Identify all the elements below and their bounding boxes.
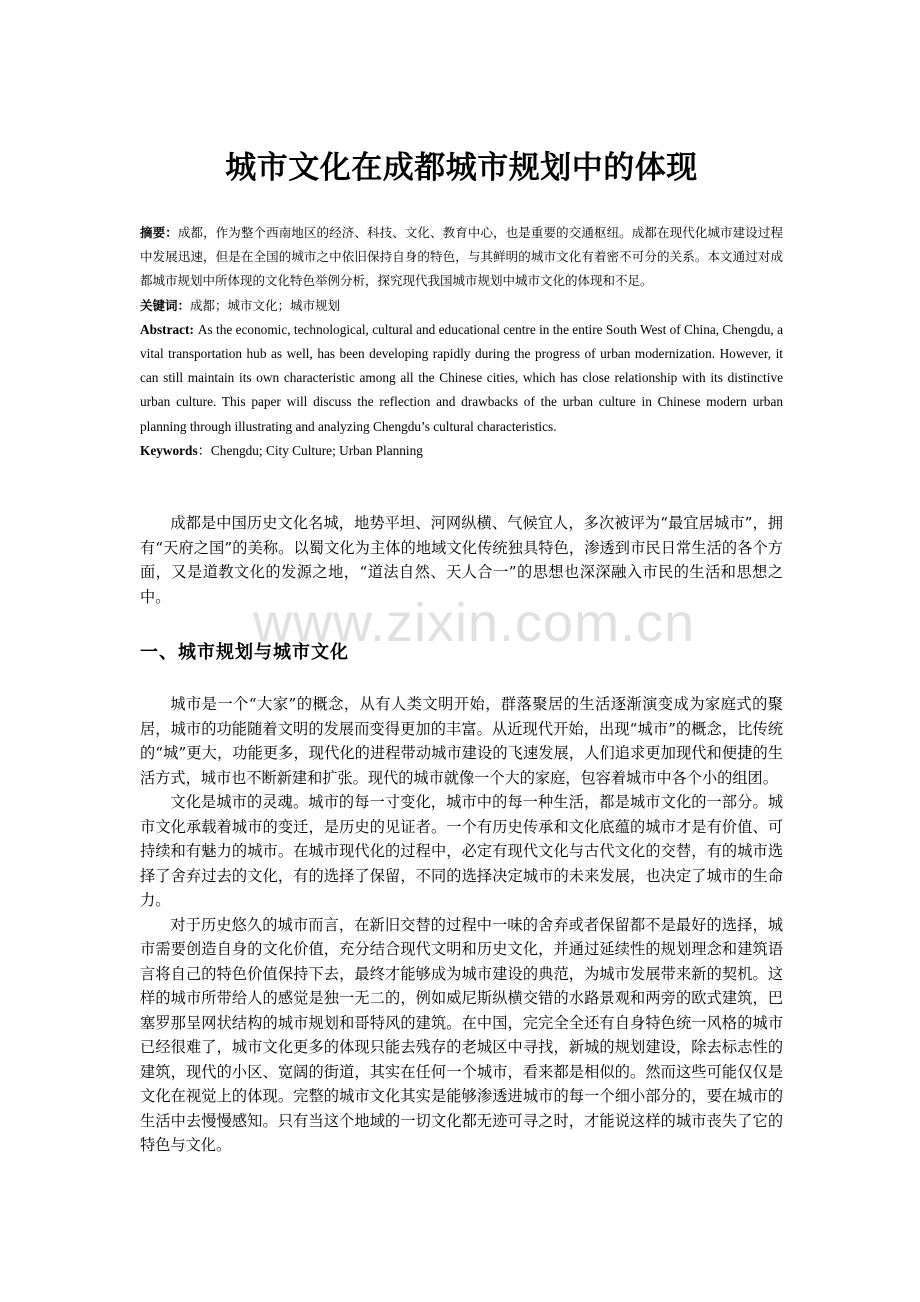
keywords-zh	[140, 294, 783, 318]
abstract-en	[140, 318, 783, 439]
abstract-en-label: Abstract:	[140, 321, 194, 337]
keywords-en-label: Keywords	[140, 442, 198, 458]
intro-paragraph: 成都是中国历史文化名城，地势平坦、河网纵横、气候宜人，多次被评为“最宜居城市”，拥有“天府之国”的美称。以蜀文化为主体的地域文化传统独具特色，渗透到市民日常生活的各个方面，又是道教文化的发源之地，“道法自然、天人合一”的思想也深深融入市民的生活和思想之中。	[140, 514, 783, 606]
abstract-zh	[140, 221, 783, 294]
section-paragraph-1: 城市是一个“大家”的概念，从有人类文明开始，群落聚居的生活逐渐演变成为家庭式的聚居，城市的功能随着文明的发展而变得更加的丰富。从近现代开始，出现“城市”的概念，比传统的“城”更大，功能更多，现代化的进程带动城市建设的飞速发展，人们追求更加现代和便捷的生活方式，城市也不断新建和扩张。现代的城市就像一个大的家庭，包容着城市中各个小的组团。	[140, 695, 783, 787]
document-title: 城市文化在成都城市规划中的体现	[225, 150, 698, 186]
section-heading: 一、城市规划与城市文化	[140, 642, 349, 663]
keywords-zh-text: 成都；城市文化；城市规划	[190, 297, 341, 313]
section-paragraph-3: 对于历史悠久的城市而言，在新旧交替的过程中一味的舍弃或者保留都不是最好的选择，城市需要创造自身的文化价值，充分结合现代文明和历史文化，并通过延续性的规划理念和建筑语言将自己的特色价值保持下去，最终才能够成为城市建设的典范，为城市发展带来新的契机。这样的城市所带给人的感觉是独一无二的，例如威尼斯纵横交错的水路景观和两旁的欧式建筑，巴塞罗那呈网状结构的城市规划和哥特风的建筑。在中国，完完全全还有自身特色统一风格的城市已经很难了，城市文化更多的体现只能去残存的老城区中寻找，新城的规划建设，除去标志性的建筑，现代的小区、宽阔的街道，其实在任何一个城市，看来都是相似的。然而这些可能仅仅是文化在视觉上的体现。完整的城市文化其实是能够渗透进城市的每一个细小部分的，要在城市的生活中去慢慢感知。只有当这个地域的一切文化都无迹可寻之时，才能说这样的城市丧失了它的特色与文化。	[140, 915, 783, 1154]
intro-section	[140, 511, 783, 609]
section-paragraph-2: 文化是城市的灵魂。城市的每一寸变化，城市中的每一种生活，都是城市文化的一部分。城市文化承载着城市的变迁，是历史的见证者。一个有历史传承和文化底蕴的城市才是有价值、可持续和有魅力的城市。在城市现代化的过程中，必定有现代文化与古代文化的交替，有的城市选择了舍弃过去的文化，有的选择了保留，不同的选择决定城市的未来发展，也决定了城市的生命力。	[140, 793, 783, 909]
section-body	[140, 692, 783, 1158]
keywords-en	[140, 439, 783, 463]
watermark: www.zixin.com.cn	[253, 593, 696, 653]
abstract-en-text: As the economic, technological, cultural and educational centre in the entire South West of China, Chengdu, a vital transportation hub as well, has been developing rapidly during the progress of urban modernization. However, it can still maintain its own characteristic among all the Chinese cities, which has close relationship with its distinctive urban culture. This paper will discuss the reflection and drawbacks of the urban culture in Chinese modern urban planning through illustrating and analyzing Chengdu’s cultural characteristics.	[140, 321, 783, 434]
keywords-zh-label: 关键词：	[140, 297, 191, 313]
abstract-zh-text: 成都，作为整个西南地区的经济、科技、文化、教育中心，也是重要的交通枢纽。成都在现代化城市建设过程中发展迅速，但是在全国的城市之中依旧保持自身的特色，与其鲜明的城市文化有着密不可分的关系。本文通过对成都城市规划中所体现的文化特色举例分析，探究现代我国城市规划中城市文化的体现和不足。	[140, 225, 783, 289]
keywords-en-text: ：Chengdu; City Culture; Urban Planning	[197, 442, 423, 458]
abstract-block	[140, 221, 783, 463]
abstract-zh-label: 摘要：	[140, 225, 178, 240]
